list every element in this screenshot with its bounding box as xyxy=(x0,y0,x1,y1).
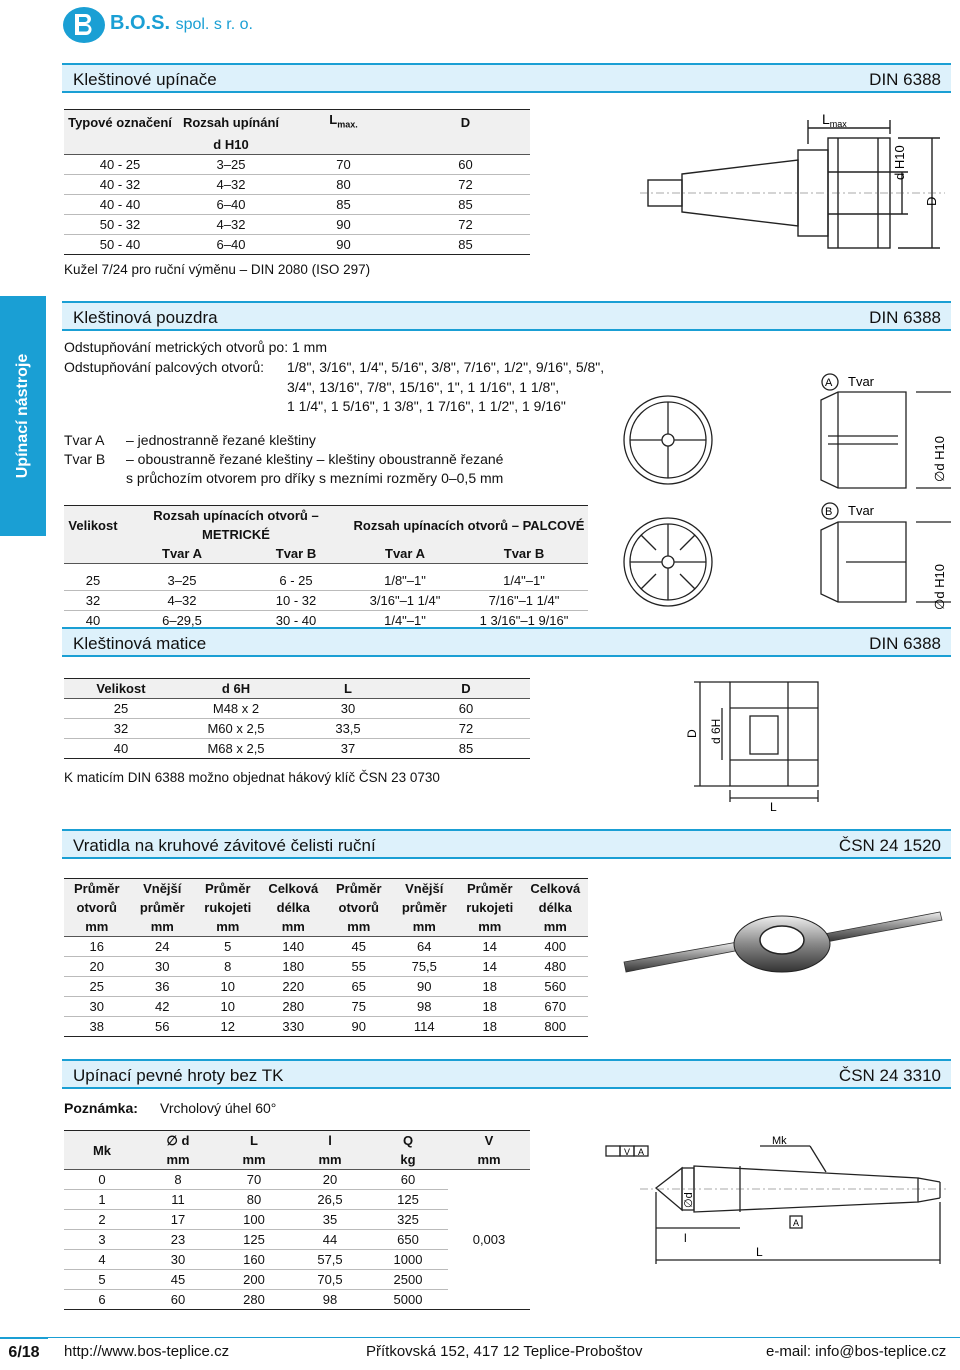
section-title: Kleštinová matice xyxy=(73,634,207,653)
fig-l-small: l xyxy=(684,1231,687,1245)
fig-d6h: d 6H xyxy=(709,718,723,744)
section-title: Upínací pevné hroty bez TK xyxy=(73,1066,284,1085)
table-hroty: Mk ∅ d L l Q V mm mm mm kg mm 0 8 70 20 60 0,003 1 11 80 26,5 125 2 17 100 35 325 3 23 125 44 650 4 30 160 57,5 1000 5 45 200 70,5 2500 6 60 280 98 5000 xyxy=(64,1130,530,1310)
fig-l-big: L xyxy=(756,1245,763,1259)
text-inch-steps-3: 1 1/4", 1 5/16", 1 3/8", 1 7/16", 1 1/2", 1 9/16" xyxy=(287,398,566,414)
section-norm: DIN 6388 xyxy=(869,70,941,89)
section-bar-kleštinove-upinace xyxy=(62,63,951,93)
text-tvar-b-2: s průchozím otvorem pro dříky s mezními rozměry 0–0,5 mm xyxy=(126,470,504,486)
table-row: 40 M68 x 2,5 37 85 xyxy=(64,739,530,759)
table-row: 40 - 25 3–25 70 60 xyxy=(64,154,530,174)
section-norm: DIN 6388 xyxy=(869,634,941,653)
fig-b-tvar: Tvar xyxy=(848,503,874,518)
note-kuzel: Kužel 7/24 pro ruční výměnu – DIN 2080 (ISO 297) xyxy=(64,262,371,277)
table-row: 4 30 160 57,5 1000 xyxy=(64,1250,530,1270)
table-row: 40 - 40 6–40 85 85 xyxy=(64,194,530,214)
fig-lmax: $L_{max}$ xyxy=(822,111,847,129)
table-row: 16 24 5 140 45 64 14 400 xyxy=(64,937,588,957)
fig-mk: Mk xyxy=(772,1135,787,1147)
text-tvar-a: – jednostranně řezané kleštiny xyxy=(126,432,316,448)
table-row: 40 6–29,5 30 - 40 1/4"–1" 1 3/16"–1 9/16" xyxy=(64,610,588,630)
side-tab xyxy=(0,296,46,536)
table-row: 25 36 10 220 65 90 18 560 xyxy=(64,977,588,997)
fig-d: D xyxy=(685,729,699,738)
fig-v: V xyxy=(624,1147,631,1157)
text-inch-steps-1: 1/8", 3/16", 1/4", 5/16", 3/8", 7/16", 1/2", 9/16", 5/8", xyxy=(287,359,605,375)
table-upinace xyxy=(64,109,530,255)
drawing-collets xyxy=(606,370,956,620)
table-row: 25 M48 x 2 30 60 xyxy=(64,699,530,719)
text-tvar-a-label: Tvar A xyxy=(64,432,105,448)
th-typ: Typové označení xyxy=(64,110,176,135)
table-row: 32 4–32 10 - 32 3/16"–1 1/4" 7/16"–1 1/4" xyxy=(64,590,588,610)
section-norm: ČSN 24 3310 xyxy=(838,1066,941,1085)
fig-dh10: d H10 xyxy=(892,145,907,180)
table-row: 38 56 12 330 90 114 18 800 xyxy=(64,1017,588,1037)
fig-a-tvar: Tvar xyxy=(848,374,874,389)
section-title: Vratidla na kruhové závitové čelisti ruční xyxy=(73,836,376,855)
v-value: 0,003 xyxy=(448,1170,530,1310)
table-row: 30 42 10 280 75 98 18 670 xyxy=(64,997,588,1017)
section-bar-kleštinova-matice xyxy=(62,627,951,657)
table-matice: Velikost d 6H L D 25 M48 x 2 30 60 32 M60 x 2,5 33,5 72 40 M68 x 2,5 37 85 xyxy=(64,678,530,759)
table-row: 6 60 280 98 5000 xyxy=(64,1290,530,1310)
side-tab-label: Upínací nástroje xyxy=(14,353,31,479)
section-norm: DIN 6388 xyxy=(869,308,941,327)
drawing-die-wrench xyxy=(618,900,948,990)
footer-email-link[interactable]: e-mail: info@bos-teplice.cz xyxy=(766,1343,947,1360)
section-bar-kleštinova-pouzdra xyxy=(62,301,951,331)
text-inch-steps-2: 3/4", 13/16", 7/8", 15/16", 1", 1 1/16", 1 1/8", xyxy=(287,379,560,395)
th-rozsah: Rozsah upínání xyxy=(176,110,286,135)
fig-b-dim: ∅d H10 xyxy=(932,563,947,610)
footer-web-link[interactable]: http://www.bos-teplice.cz xyxy=(64,1343,230,1360)
fig-b-letter: B xyxy=(825,506,833,518)
footer xyxy=(0,1337,960,1368)
table-row: 50 - 40 6–40 90 85 xyxy=(64,234,530,254)
fig-a-letter: A xyxy=(825,377,833,389)
section-title: Kleštinové upínače xyxy=(73,70,217,89)
table-pouzdra: Velikost Rozsah upínacích otvorů – METRICKÉ Rozsah upínacích otvorů – PALCOVÉ Tvar A Tvar B Tvar A Tvar B 25 3–25 6 - 25 1/8"–1" 1/4"–1" 32 4–32 10 - 32 3/16"–1 1/4" 7/16"–1 1/4" 40 6–29,5 30 - 40 1/4"–1" 1 3/16"–1 9/16" xyxy=(64,505,588,631)
table-row: 25 3–25 6 - 25 1/8"–1" 1/4"–1" xyxy=(64,571,588,591)
fig-a: A xyxy=(638,1147,645,1157)
drawing-collet-chuck xyxy=(640,108,950,258)
table-row: 3 23 125 44 650 xyxy=(64,1230,530,1250)
brand-name xyxy=(110,12,253,35)
th-velikost: Velikost xyxy=(64,506,122,545)
fig-a-dim: ∅d H10 xyxy=(932,435,947,482)
table-row: 40 - 32 4–32 80 72 xyxy=(64,174,530,194)
table-row: 1 11 80 26,5 125 xyxy=(64,1190,530,1210)
th-dh10: d H10 xyxy=(176,135,286,155)
brand-title: B.O.S. xyxy=(110,12,171,34)
th-d: D xyxy=(401,110,530,135)
fig-a2: A xyxy=(793,1218,800,1228)
th-palcove: Rozsah upínacích otvorů – PALCOVÉ xyxy=(350,506,588,545)
table-row: 20 30 8 180 55 75,5 14 480 xyxy=(64,957,588,977)
table-vratidla: Průměr Vnější Průměr Celková Průměr Vnější Průměr Celková otvorů průměr rukojeti délka otvorů průměr rukojeti délka mm mm mm mm mm mm mm mm 16 24 5 140 45 64 14 400 20 30 8 180 55 75,5 14 480 25 36 10 220 65 90 18 560 30 42 10 280 75 98 18 670 38 56 12 330 90 114 18 800 xyxy=(64,878,588,1037)
note-label: Poznámka: xyxy=(64,1100,138,1116)
fig-l: L xyxy=(770,800,777,812)
text-tvar-b-label: Tvar B xyxy=(64,451,106,467)
table-row: 0 8 70 20 60 0,003 xyxy=(64,1170,530,1190)
table-row: 32 M60 x 2,5 33,5 72 xyxy=(64,719,530,739)
text-tvar-b: – oboustranně řezané kleštiny – kleštiny oboustranně řezané xyxy=(126,451,504,467)
fig-d: D xyxy=(924,196,939,206)
text-metric-steps: Odstupňování metrických otvorů po: 1 mm xyxy=(64,339,327,355)
th-metricke: Rozsah upínacích otvorů – METRICKÉ xyxy=(122,506,350,545)
section-title: Kleštinová pouzdra xyxy=(73,308,218,327)
drawing-dead-center xyxy=(600,1132,950,1272)
note-matice: K maticím DIN 6388 možno objednat hákový klíč ČSN 23 0730 xyxy=(64,770,440,785)
section-bar-hroty xyxy=(62,1059,951,1089)
table-row: 2 17 100 35 325 xyxy=(64,1210,530,1230)
section-bar-vratidla xyxy=(62,829,951,859)
section-norm: ČSN 24 1520 xyxy=(838,836,941,855)
text-inch-steps-label: Odstupňování palcových otvorů: xyxy=(64,359,265,375)
page-number: 6/18 xyxy=(0,1337,48,1370)
brand-suffix: spol. s r. o. xyxy=(175,16,253,33)
fig-d: ∅d xyxy=(683,1192,695,1208)
table-row: 50 - 32 4–32 90 72 xyxy=(64,214,530,234)
company-logo xyxy=(62,6,106,44)
drawing-collet-nut xyxy=(678,672,838,812)
th-l: $L_{max.}$ xyxy=(286,110,401,135)
table-row: 5 45 200 70,5 2500 xyxy=(64,1270,530,1290)
note-text: Vrcholový úhel 60° xyxy=(160,1100,277,1116)
footer-address: Přítkovská 152, 417 12 Teplice-Proboštov xyxy=(366,1343,643,1360)
